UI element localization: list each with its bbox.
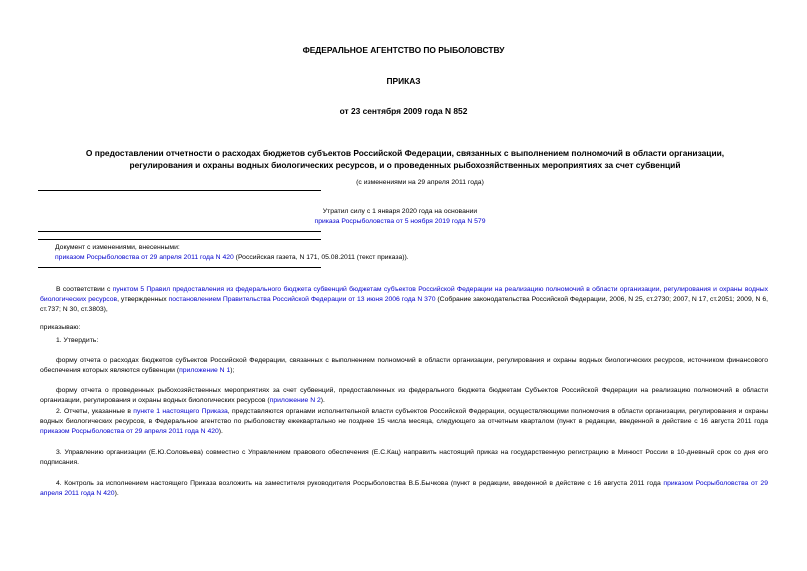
amending-order-link[interactable]: приказом Росрыболовства от 29 апреля 2011 года N 420: [40, 428, 219, 436]
item-3-paragraph: 3. Управлению организации (Е.Ю.Соловьева) совместно с Управлением правового обеспечения (Е.С.Кац) направить настоящий приказ на государственную регистрацию в Минюст России в 10-дневный срок со дня его подписания.: [40, 449, 768, 467]
changes-source: (Российская газета, N 171, 05.08.2011 (текст приказа)).: [233, 254, 409, 261]
item-1-reference-link[interactable]: пункте 1 настоящего Приказа: [133, 408, 228, 415]
rules-link[interactable]: пунктом 5 Правил предоставления из федерального бюджета субвенций бюджетам субъектов Российской Федерации на реализацию полномочий в области организации, регулирования и охраны водных биологических ресурсов: [40, 286, 769, 304]
title-line-2: регулирования и охраны водных биологических ресурсов, и о проведенных рыбохозяйственных мероприятиях за счет субвенций: [129, 160, 681, 170]
document-title: [40, 147, 770, 171]
changes-reference: [55, 253, 775, 263]
expired-text: Утратил силу с 1 января 2020 года на основании: [322, 208, 478, 215]
amending-order-link[interactable]: приказом Росрыболовства от 29 апреля 2011 года N 420: [40, 480, 768, 498]
changes-label: Документ с изменениями, внесенными:: [55, 244, 180, 251]
item-4-paragraph: 4. Контроль за исполнением настоящего Приказа возложить на заместителя руководителя Росрыболовства В.Б.Бычкова (пункт в редакции, введенной в действие с 16 августа 2011 года приказом Росрыболовства от 29 апреля 2011 года N 420).: [40, 480, 768, 498]
document-date-number: от 23 сентября 2009 года N 852: [339, 106, 468, 116]
appendix-1-link[interactable]: приложение N 1: [179, 367, 231, 375]
item-2-paragraph: 2. Отчеты, указанные в пункте 1 настоящего Приказа, представляются органами исполнительной власти субъектов Российской Федерации, осуществляющими полномочия в области организации, регулирования и охраны водных биологических ресурсов, в Федеральное агентство по рыболовству ежеквартально не позднее 15 числа месяца, следующего за отчетным кварталом (пункт в редакции, введенной в действие с 16 августа 2011 года приказом Росрыболовства от 29 апреля 2011 года N 420).: [40, 408, 769, 436]
changes-order-link[interactable]: приказом Росрыболовства от 29 апреля 2011 года N 420: [55, 254, 234, 261]
divider: [38, 267, 321, 268]
appendix-2-link[interactable]: приложение N 2: [269, 397, 321, 405]
divider: [38, 231, 321, 232]
title-line-1: О предоставлении отчетности о расходах бюджетов субъектов Российской Федерации, связанных с выполнением полномочий в области организации,: [85, 148, 725, 158]
divider: [38, 190, 321, 191]
form-2-paragraph: форму отчета о проведенных рыбохозяйственных мероприятиях за счет субвенций, предоставленных из федерального бюджета бюджетам Субъектов Российской Федерации на реализацию полномочий в области организации, регулирования и охраны водных биологических ресурсов (приложение N 2).: [40, 387, 768, 405]
amendments-note: (с изменениями на 29 апреля 2011 года): [356, 179, 484, 186]
item-1: 1. Утвердить:: [56, 337, 99, 344]
form-1-paragraph: форму отчета о расходах бюджетов субъектов Российской Федерации, связанных с выполнением полномочий в области организации, регулирования и охраны водных биологических ресурсов, источником финансового обеспечения которых являются субвенции (приложение N 1);: [40, 357, 768, 375]
orders-word: приказываю:: [40, 324, 81, 331]
expired-order-link[interactable]: приказа Росрыболовства от 5 ноября 2019 года N 579: [314, 218, 486, 225]
agency-name: ФЕДЕРАЛЬНОЕ АГЕНТСТВО ПО РЫБОЛОВСТВУ: [302, 45, 505, 55]
government-decree-link[interactable]: постановлением Правительства Российской Федерации от 13 июня 2006 года N 370: [168, 296, 436, 304]
document-type: ПРИКАЗ: [386, 76, 421, 86]
divider: [38, 239, 321, 240]
preamble-paragraph: В соответствии с пунктом 5 Правил предоставления из федерального бюджета субвенций бюджетам субъектов Российской Федерации на реализацию полномочий в области организации, регулирования и охраны водных биологических ресурсов, утвержденных постановлением Правительства Российской Федерации от 13 июня 2006 года N 370 (Собрание законодательства Российской Федерации, 2006, N 25, ст.2730; 2007, N 17, ст.2051; 2009, N 6, ст.737; N 30, ст.3803),: [40, 286, 769, 314]
